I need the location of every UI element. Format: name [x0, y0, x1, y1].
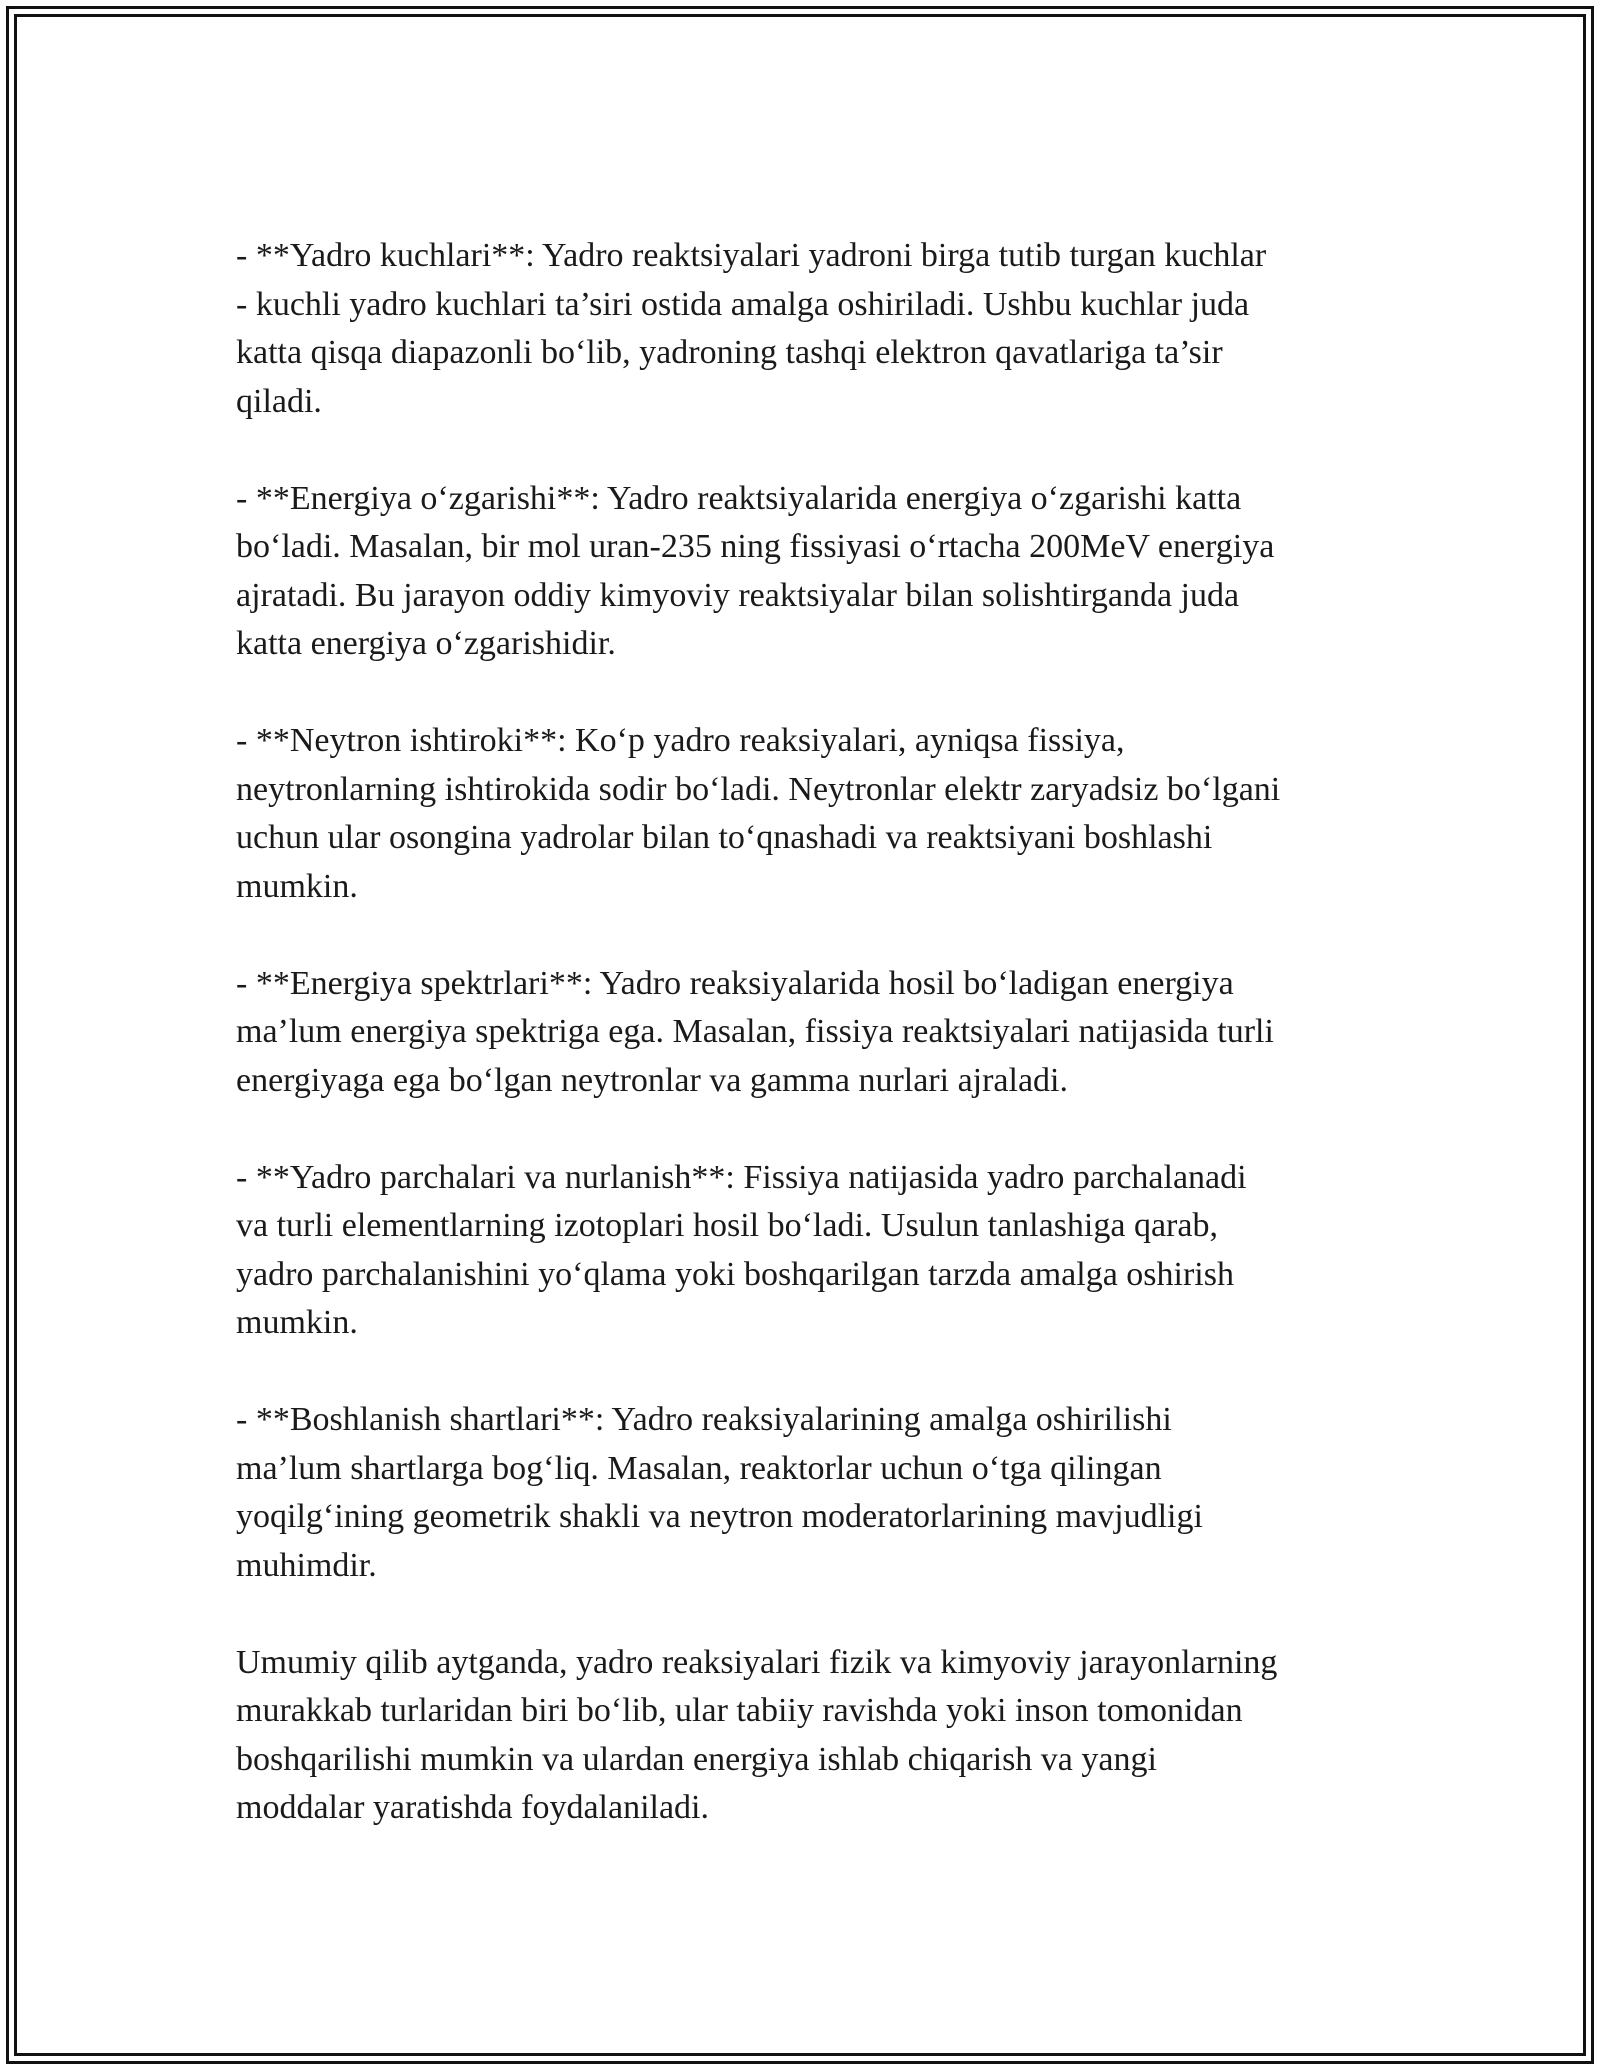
- paragraph-neytron-ishtiroki: - **Neytron ishtiroki**: Ko‘p yadro reaksiyalari, ayniqsa fissiya, neytronlarning ishtirokida sodir bo‘ladi. Neytronlar elektr zaryadsiz bo‘lgani uchun ular osongina yadrolar bilan to‘qnashadi va reaktsiyani boshlashi mumkin.: [236, 722, 1281, 905]
- document-body: [236, 232, 1416, 1833]
- paragraph-energiya-ozgarishi: - **Energiya o‘zgarishi**: Yadro reaktsiyalarida energiya o‘zgarishi katta bo‘ladi. Masalan, bir mol uran-235 ning fissiyasi o‘rtacha 200MeV energiya ajratadi. Bu jarayon oddiy kimyoviy reaktsiyalar bilan solishtirganda juda katta energiya o‘zgarishidir.: [236, 479, 1275, 662]
- paragraph-boshlanish-shartlari: - **Boshlanish shartlari**: Yadro reaksiyalarining amalga oshirilishi ma’lum shartlarga bog‘liq. Masalan, reaktorlar uchun o‘tga qilingan yoqilg‘ining geometrik shakli va neytron moderatorlarining mavjudligi muhimdir.: [236, 1401, 1203, 1584]
- paragraph-yadro-kuchlari: - **Yadro kuchlari**: Yadro reaktsiyalari yadroni birga tutib turgan kuchlar - kuchli yadro kuchlari ta’siri ostida amalga oshiriladi. Ushbu kuchlar juda katta qisqa diapazonli bo‘lib, yadroning tashqi elektron qavatlariga ta’sir qiladi.: [236, 237, 1267, 420]
- paragraph-yadro-parchalari: - **Yadro parchalari va nurlanish**: Fissiya natijasida yadro parchalanadi va turli elementlarning izotoplari hosil bo‘ladi. Usulun tanlashiga qarab, yadro parchalanishini yo‘qlama yoki boshqarilgan tarzda amalga oshirish mumkin.: [236, 1158, 1247, 1341]
- paragraph-energiya-spektrlari: - **Energiya spektrlari**: Yadro reaksiyalarida hosil bo‘ladigan energiya ma’lum energiya spektriga ega. Masalan, fissiya reaktsiyalari natijasida turli energiyaga ega bo‘lgan neytronlar va gamma nurlari ajraladi.: [236, 964, 1274, 1099]
- paragraph-conclusion: Umumiy qilib aytganda, yadro reaksiyalari fizik va kimyoviy jarayonlarning murakkab turlaridan biri bo‘lib, ular tabiiy ravishda yoki inson tomonidan boshqarilishi mumkin va ulardan energiya ishlab chiqarish va yangi moddalar yaratishda foydalaniladi.: [236, 1643, 1278, 1826]
